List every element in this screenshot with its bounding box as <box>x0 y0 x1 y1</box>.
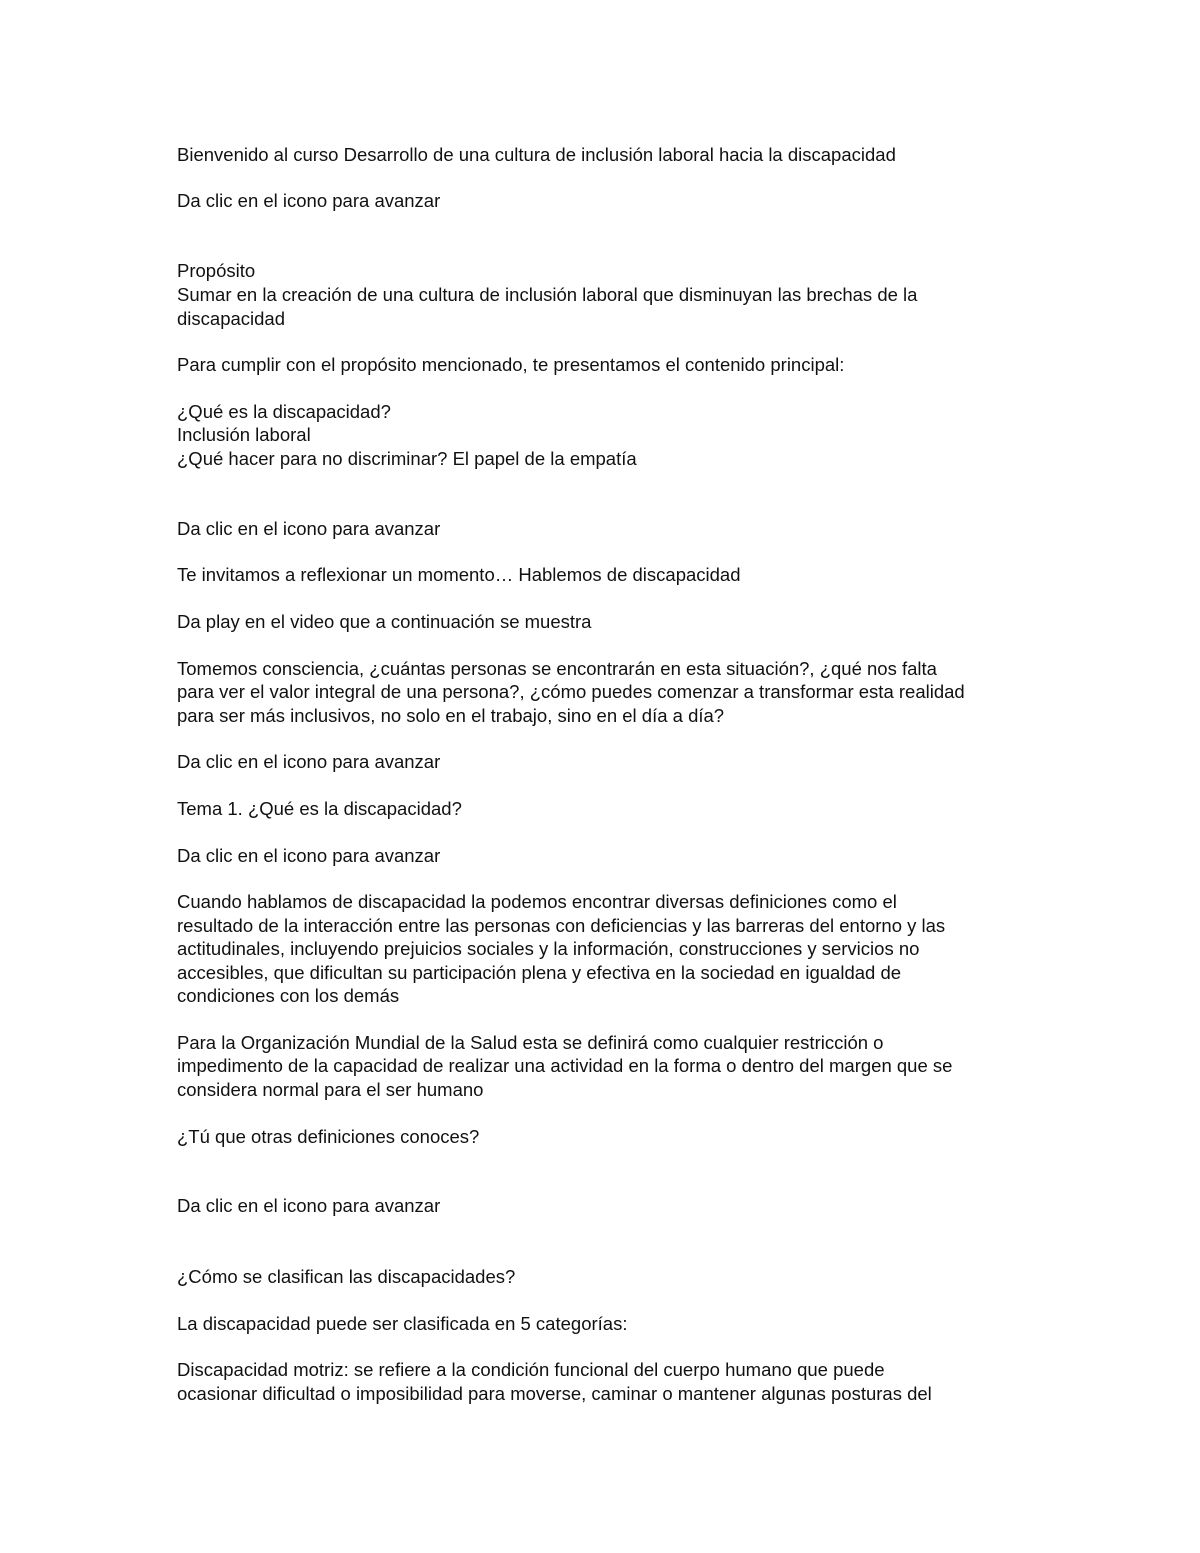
purpose-text-line: Sumar en la creación de una cultura de inclusión laboral que disminuyan las brechas de la <box>177 284 918 305</box>
course-welcome-title: Bienvenido al curso Desarrollo de una cultura de inclusión laboral hacia la discapacidad <box>177 144 896 165</box>
content-item: Inclusión laboral <box>177 424 311 445</box>
definition-paragraph-line: Cuando hablamos de discapacidad la podemos encontrar diversas definiciones como el <box>177 891 897 912</box>
definition-paragraph-line: actitudinales, incluyendo prejuicios sociales y la información, construcciones y servicios no <box>177 938 920 959</box>
content-item: ¿Qué es la discapacidad? <box>177 401 391 422</box>
oms-definition-line: Para la Organización Mundial de la Salud esta se definirá como cualquier restricción o <box>177 1032 884 1053</box>
purpose-text-line: discapacidad <box>177 308 285 329</box>
classification-question: ¿Cómo se clasifican las discapacidades? <box>177 1266 516 1287</box>
reflection-paragraph-line: Tomemos consciencia, ¿cuántas personas se encontrarán en esta situación?, ¿qué nos falta <box>177 658 937 679</box>
topic-1-heading: Tema 1. ¿Qué es la discapacidad? <box>177 798 462 819</box>
oms-definition-line: considera normal para el ser humano <box>177 1079 484 1100</box>
motor-disability-line: ocasionar dificultad o imposibilidad para moverse, caminar o mantener algunas posturas del <box>177 1383 932 1404</box>
video-instruction: Da play en el video que a continuación se muestra <box>177 611 592 632</box>
advance-instruction: Da clic en el icono para avanzar <box>177 1195 441 1216</box>
definitions-question: ¿Tú que otras definiciones conoces? <box>177 1126 480 1147</box>
reflection-paragraph-line: para ver el valor integral de una persona?, ¿cómo puedes comenzar a transformar esta realidad <box>177 681 965 702</box>
content-intro: Para cumplir con el propósito mencionado, te presentamos el contenido principal: <box>177 354 845 375</box>
reflection-paragraph-line: para ser más inclusivos, no solo en el trabajo, sino en el día a día? <box>177 705 725 726</box>
advance-instruction: Da clic en el icono para avanzar <box>177 190 441 211</box>
definition-paragraph-line: resultado de la interacción entre las personas con deficiencias y las barreras del entorno y las <box>177 915 946 936</box>
advance-instruction: Da clic en el icono para avanzar <box>177 845 441 866</box>
classification-intro: La discapacidad puede ser clasificada en 5 categorías: <box>177 1313 628 1334</box>
advance-instruction: Da clic en el icono para avanzar <box>177 518 441 539</box>
content-item: ¿Qué hacer para no discriminar? El papel de la empatía <box>177 448 637 469</box>
definition-paragraph-line: accesibles, que dificultan su participación plena y efectiva en la sociedad en igualdad de <box>177 962 902 983</box>
reflection-prompt: Te invitamos a reflexionar un momento… Hablemos de discapacidad <box>177 564 741 585</box>
advance-instruction: Da clic en el icono para avanzar <box>177 751 441 772</box>
purpose-heading: Propósito <box>177 260 256 281</box>
oms-definition-line: impedimento de la capacidad de realizar una actividad en la forma o dentro del margen que se <box>177 1055 953 1076</box>
motor-disability-line: Discapacidad motriz: se refiere a la condición funcional del cuerpo humano que puede <box>177 1359 885 1380</box>
definition-paragraph-line: condiciones con los demás <box>177 985 400 1006</box>
